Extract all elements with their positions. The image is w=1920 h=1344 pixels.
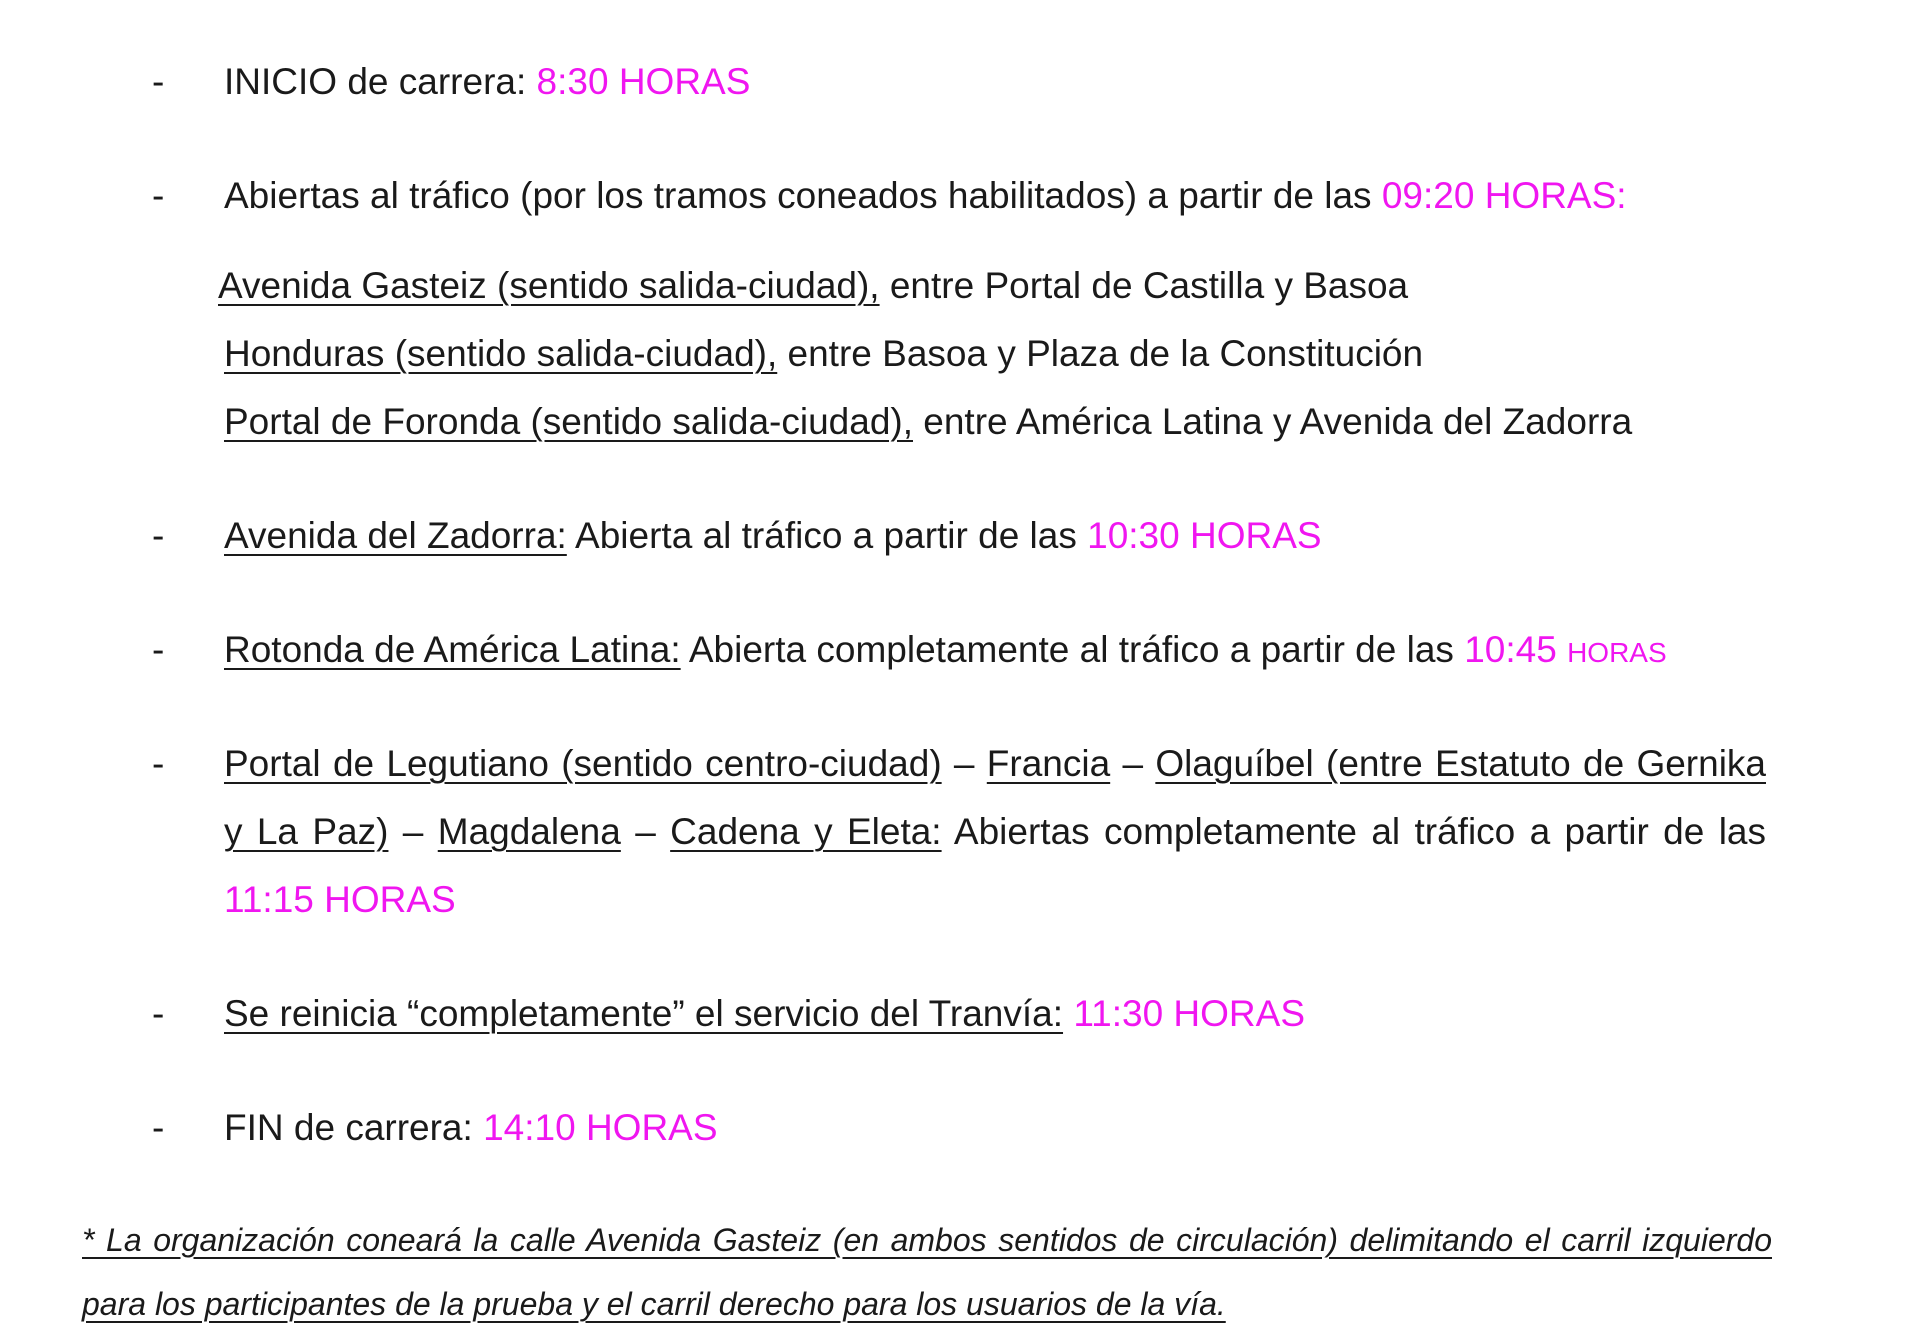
street-line-2 xyxy=(224,320,1423,388)
street-line-3 xyxy=(224,388,1632,456)
legutiano-street-3: Olaguíbel (entre Estatuto de Gernika y La Paz) xyxy=(224,743,1766,852)
rotonda-time-unit: HORAS xyxy=(1567,637,1667,668)
inicio-time: 8:30 HORAS xyxy=(536,61,751,102)
bullet-dash: - xyxy=(152,743,165,784)
legutiano-sep: – xyxy=(388,811,438,852)
abiertas-time: 09:20 HORAS: xyxy=(1381,175,1627,216)
street-rest: entre Portal de Castilla y Basoa xyxy=(879,265,1409,306)
item-legutiano-text xyxy=(224,730,1766,934)
legutiano-street-5: Cadena y Eleta: xyxy=(670,811,942,852)
abiertas-label: Abiertas al tráfico (por los tramos coneados habilitados) a partir de las xyxy=(224,175,1382,216)
legutiano-time: 11:15 HORAS xyxy=(224,879,456,920)
item-rotonda-text xyxy=(224,616,1667,687)
legutiano-sep: – xyxy=(1110,743,1156,784)
tranvia-time: 11:30 HORAS xyxy=(1073,993,1306,1034)
item-tranvia-text xyxy=(224,980,1305,1048)
legutiano-street-4: Magdalena xyxy=(437,811,621,852)
item-zadorra-text xyxy=(224,502,1322,570)
footnote: * La organización coneará la calle Avenida Gasteiz (en ambos sentidos de circulación) delimitando el carril izquierdo para los participantes de la prueba y el carril derecho para los usuarios de la vía. xyxy=(82,1222,1772,1322)
bullet-dash: - xyxy=(152,1107,165,1148)
street-name: Avenida Gasteiz (sentido salida-ciudad), xyxy=(218,265,880,306)
legutiano-street-1: Portal de Legutiano (sentido centro-ciudad) xyxy=(224,743,942,784)
bullet-dash: - xyxy=(152,515,165,556)
fin-time: 14:10 HORAS xyxy=(483,1107,718,1148)
legutiano-rest: Abiertas completamente al tráfico a partir de las xyxy=(941,811,1766,852)
tranvia-label: Se reinicia “completamente” el servicio del Tranvía: xyxy=(224,993,1064,1034)
rotonda-rest: Abierta completamente al tráfico a partir de las xyxy=(680,629,1465,670)
bullet-dash: - xyxy=(152,175,165,216)
street-name: Honduras (sentido salida-ciudad), xyxy=(224,333,778,374)
bullet-dash: - xyxy=(152,629,165,670)
item-inicio-text xyxy=(224,48,750,116)
street-name: Portal de Foronda (sentido salida-ciudad), xyxy=(224,401,913,442)
item-abiertas-text xyxy=(224,162,1627,230)
bullet-dash: - xyxy=(152,61,165,102)
item-fin-text xyxy=(224,1094,718,1162)
zadorra-time: 10:30 HORAS xyxy=(1087,515,1322,556)
rotonda-time: 10:45 xyxy=(1464,629,1568,670)
rotonda-street: Rotonda de América Latina: xyxy=(224,629,681,670)
bullet-dash: - xyxy=(152,993,165,1034)
zadorra-rest: Abierta al tráfico a partir de las xyxy=(566,515,1088,556)
fin-label: FIN de carrera: xyxy=(224,1107,484,1148)
inicio-label: INICIO de carrera: xyxy=(224,61,537,102)
legutiano-sep: – xyxy=(620,811,671,852)
tranvia-space xyxy=(1063,993,1073,1034)
street-rest: entre Basoa y Plaza de la Constitución xyxy=(777,333,1424,374)
street-line-1 xyxy=(218,252,1408,320)
legutiano-street-2: Francia xyxy=(986,743,1111,784)
legutiano-sep: – xyxy=(941,743,987,784)
street-rest: entre América Latina y Avenida del Zadorra xyxy=(913,401,1633,442)
zadorra-street: Avenida del Zadorra: xyxy=(224,515,567,556)
